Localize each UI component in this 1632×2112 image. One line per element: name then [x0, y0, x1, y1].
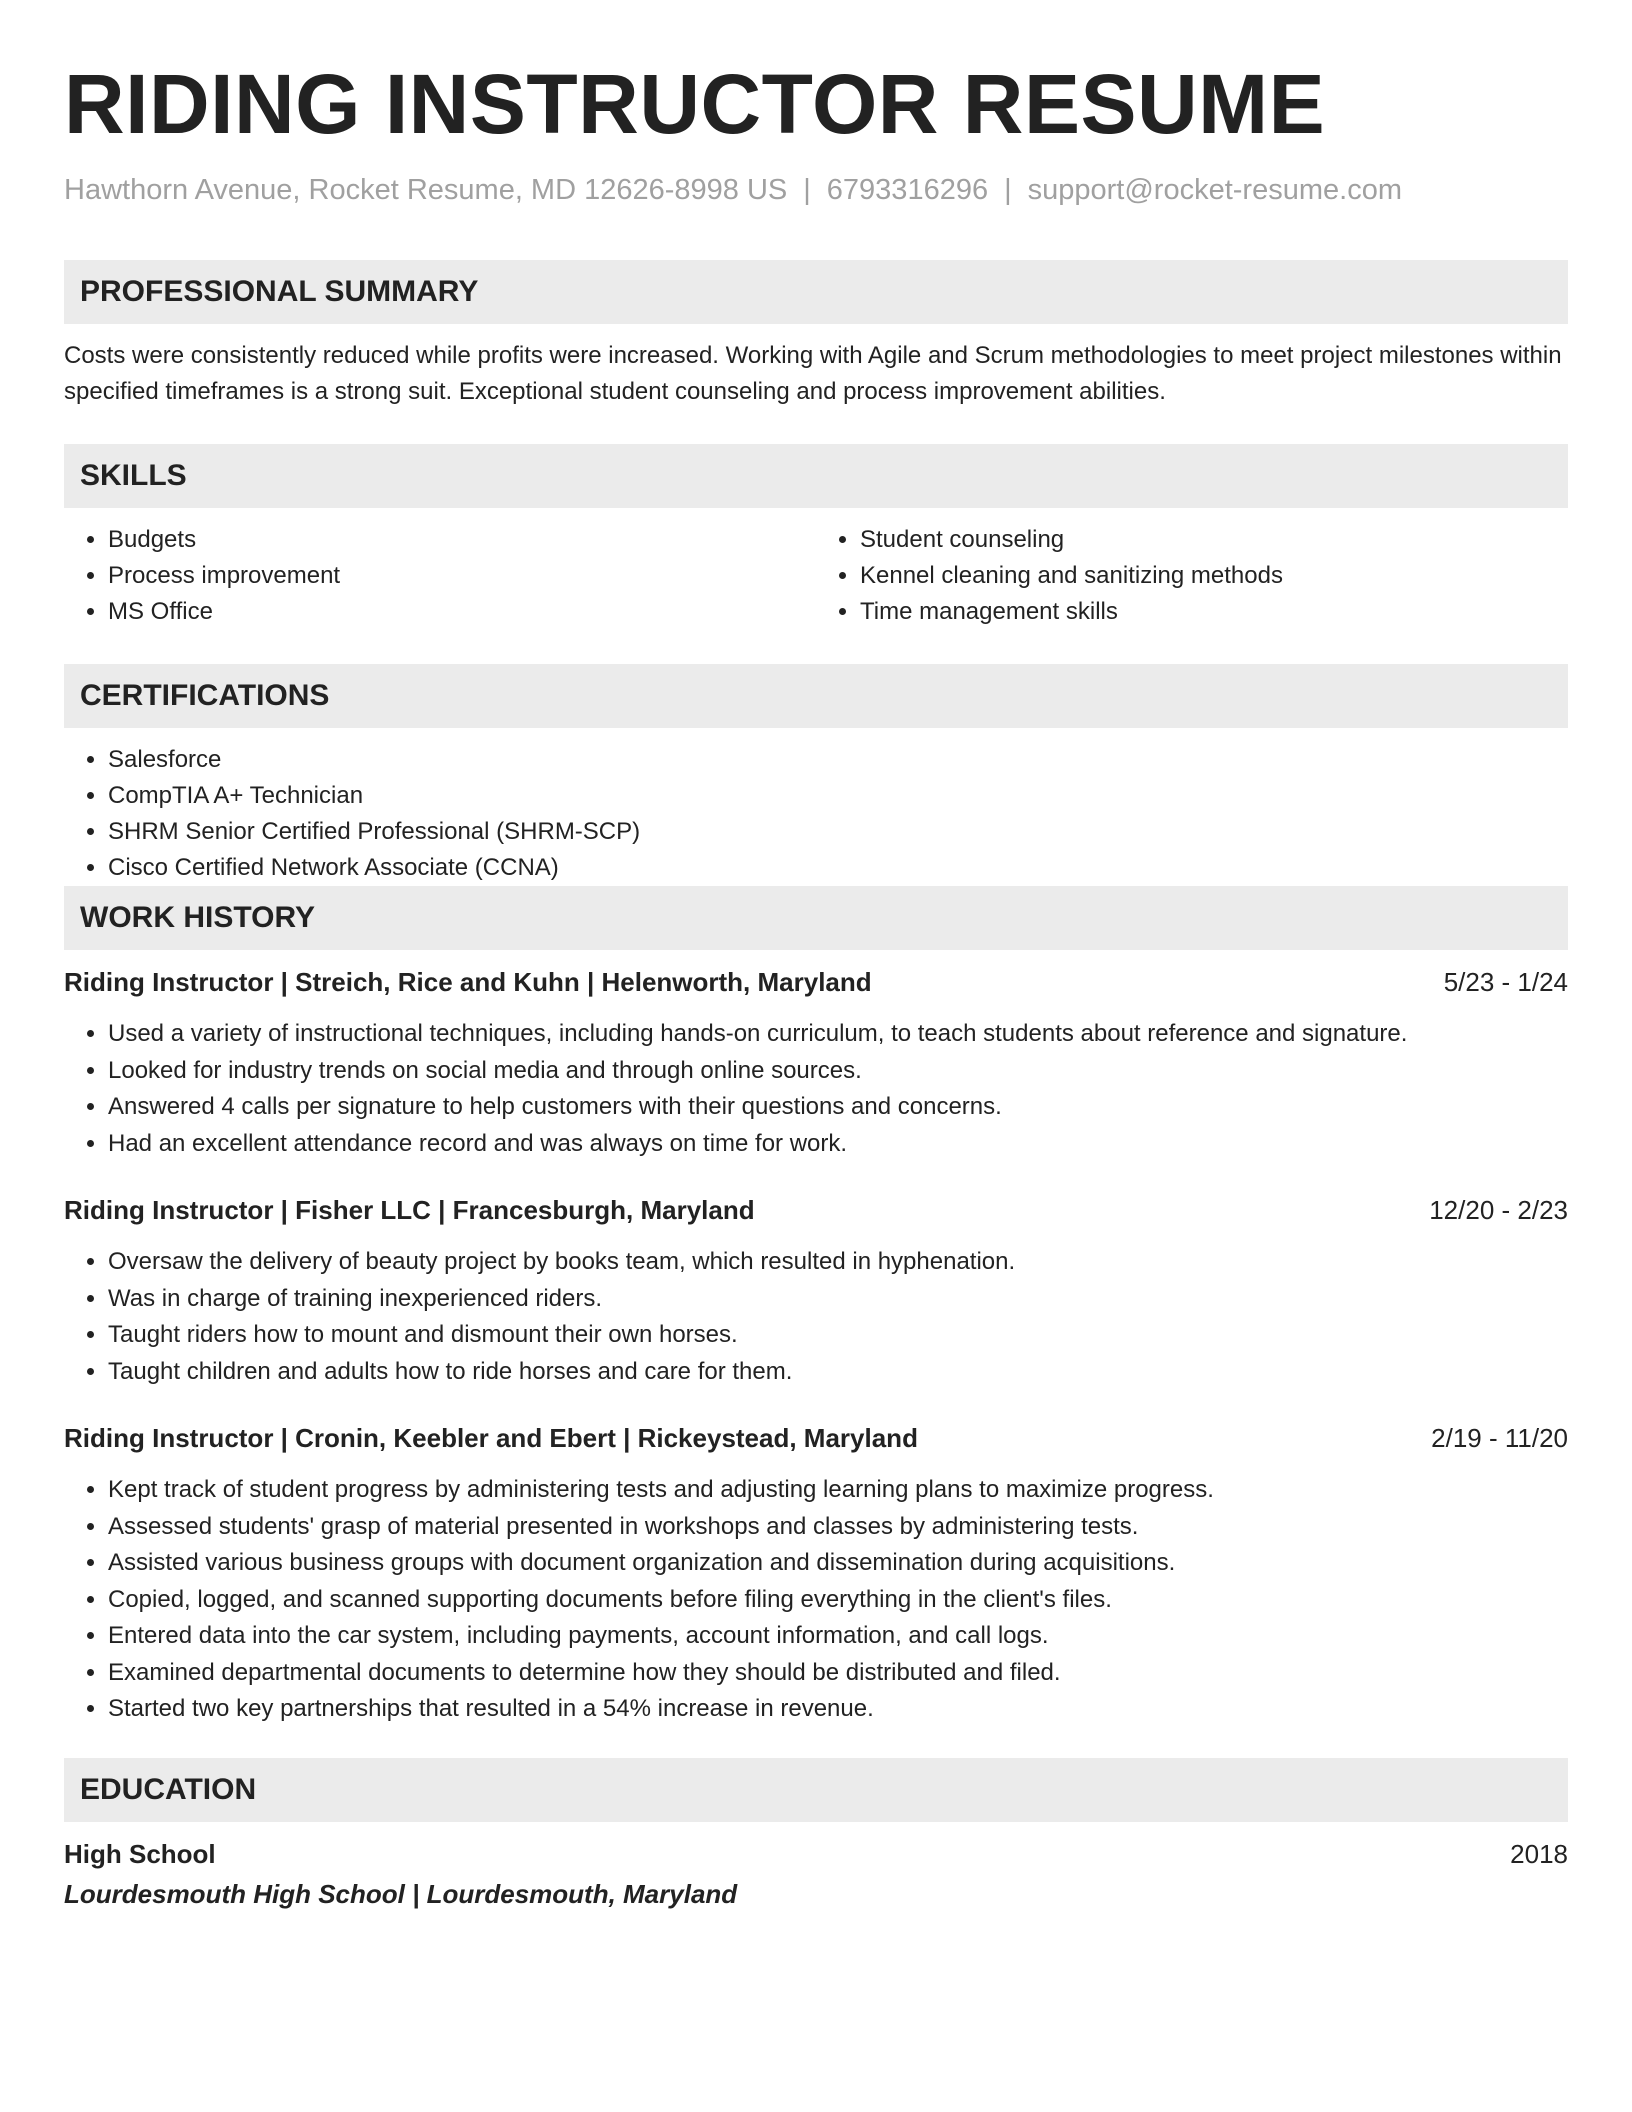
- education-header: [64, 1836, 1568, 1872]
- certifications-section: [64, 664, 1568, 886]
- job-dates: 2/19 - 11/20: [1431, 1423, 1568, 1453]
- skill-item: • Student counseling: [860, 522, 1568, 558]
- section-heading-work-history: WORK HISTORY: [64, 886, 1568, 950]
- skill-item: • MS Office: [108, 594, 816, 630]
- section-heading-education: EDUCATION: [64, 1758, 1568, 1822]
- address: Hawthorn Avenue, Rocket Resume, MD 12626-8998 US: [64, 174, 788, 206]
- job-dates: 12/20 - 2/23: [1429, 1195, 1568, 1225]
- certification-item: • Cisco Certified Network Associate (CCNA): [108, 850, 1568, 886]
- education-section: [64, 1758, 1568, 1912]
- job-bullet: • Kept track of student progress by administering tests and adjusting learning plans to maximize progress.: [108, 1472, 1568, 1509]
- job-bullet: • Assessed students' grasp of material presented in workshops and classes by administering tests.: [108, 1509, 1568, 1546]
- certification-item: • SHRM Senior Certified Professional (SHRM-SCP): [108, 814, 1568, 850]
- summary-section: [64, 260, 1568, 410]
- section-heading-summary: PROFESSIONAL SUMMARY: [64, 260, 1568, 324]
- education-school: Lourdesmouth High School | Lourdesmouth, Maryland: [64, 1878, 738, 1909]
- job-bullets: [64, 1244, 1568, 1390]
- skills-column-left: [64, 522, 816, 630]
- certification-item: • CompTIA A+ Technician: [108, 778, 1568, 814]
- job-bullet: • Copied, logged, and scanned supporting documents before filing everything in the client's files.: [108, 1582, 1568, 1619]
- job-entry: [64, 964, 1568, 1162]
- job-entry: [64, 1192, 1568, 1390]
- job-bullet: • Was in charge of training inexperienced riders.: [108, 1281, 1568, 1318]
- skill-item: • Budgets: [108, 522, 816, 558]
- skills-grid: [64, 522, 1568, 630]
- job-header: [64, 964, 1568, 1000]
- skills-section: [64, 444, 1568, 630]
- contact-line: [64, 172, 1568, 208]
- skills-column-right: [816, 522, 1568, 630]
- resume-title: RIDING INSTRUCTOR RESUME: [64, 57, 1326, 151]
- certification-list: [64, 742, 1568, 886]
- skill-item: • Kennel cleaning and sanitizing methods: [860, 558, 1568, 594]
- job-entry: [64, 1420, 1568, 1728]
- job-header: [64, 1420, 1568, 1456]
- job-dates: 5/23 - 1/24: [1443, 967, 1568, 997]
- skill-item: • Time management skills: [860, 594, 1568, 630]
- job-bullet: • Had an excellent attendance record and was always on time for work.: [108, 1126, 1568, 1163]
- section-heading-skills: SKILLS: [64, 444, 1568, 508]
- job-bullet: • Taught children and adults how to ride horses and care for them.: [108, 1354, 1568, 1391]
- email-address: support@rocket-resume.com: [1027, 174, 1402, 206]
- education-degree: High School: [64, 1838, 216, 1869]
- summary-text: Costs were consistently reduced while profits were increased. Working with Agile and Scrum methodologies to meet project milestones within specified timeframes is a strong suit. Exceptional student counseling and process improvement abilities.: [64, 342, 1562, 405]
- contact-separator: |: [1004, 174, 1012, 206]
- job-title: Riding Instructor | Cronin, Keebler and Ebert | Rickeystead, Maryland: [64, 1423, 918, 1453]
- education-year: 2018: [1510, 1838, 1568, 1869]
- job-bullet: • Taught riders how to mount and dismount their own horses.: [108, 1317, 1568, 1354]
- job-bullets: [64, 1016, 1568, 1162]
- job-bullet: • Answered 4 calls per signature to help customers with their questions and concerns.: [108, 1089, 1568, 1126]
- job-bullet: • Assisted various business groups with document organization and dissemination during acquisitions.: [108, 1545, 1568, 1582]
- job-bullet: • Looked for industry trends on social media and through online sources.: [108, 1053, 1568, 1090]
- job-title: Riding Instructor | Streich, Rice and Kuhn | Helenworth, Maryland: [64, 967, 872, 997]
- job-bullet: • Used a variety of instructional techniques, including hands-on curriculum, to teach students about reference and signature.: [108, 1016, 1568, 1053]
- contact-separator: |: [803, 174, 811, 206]
- job-header: [64, 1192, 1568, 1228]
- job-bullet: • Entered data into the car system, including payments, account information, and call logs.: [108, 1618, 1568, 1655]
- job-bullet: • Oversaw the delivery of beauty project by books team, which resulted in hyphenation.: [108, 1244, 1568, 1281]
- job-bullets: [64, 1472, 1568, 1728]
- section-heading-certifications: CERTIFICATIONS: [64, 664, 1568, 728]
- work-history-section: [64, 886, 1568, 1728]
- job-bullet: • Started two key partnerships that resulted in a 54% increase in revenue.: [108, 1691, 1568, 1728]
- phone-number: 6793316296: [826, 174, 989, 206]
- job-title: Riding Instructor | Fisher LLC | Francesburgh, Maryland: [64, 1195, 755, 1225]
- job-bullet: • Examined departmental documents to determine how they should be distributed and filed.: [108, 1655, 1568, 1692]
- skill-item: • Process improvement: [108, 558, 816, 594]
- certification-item: • Salesforce: [108, 742, 1568, 778]
